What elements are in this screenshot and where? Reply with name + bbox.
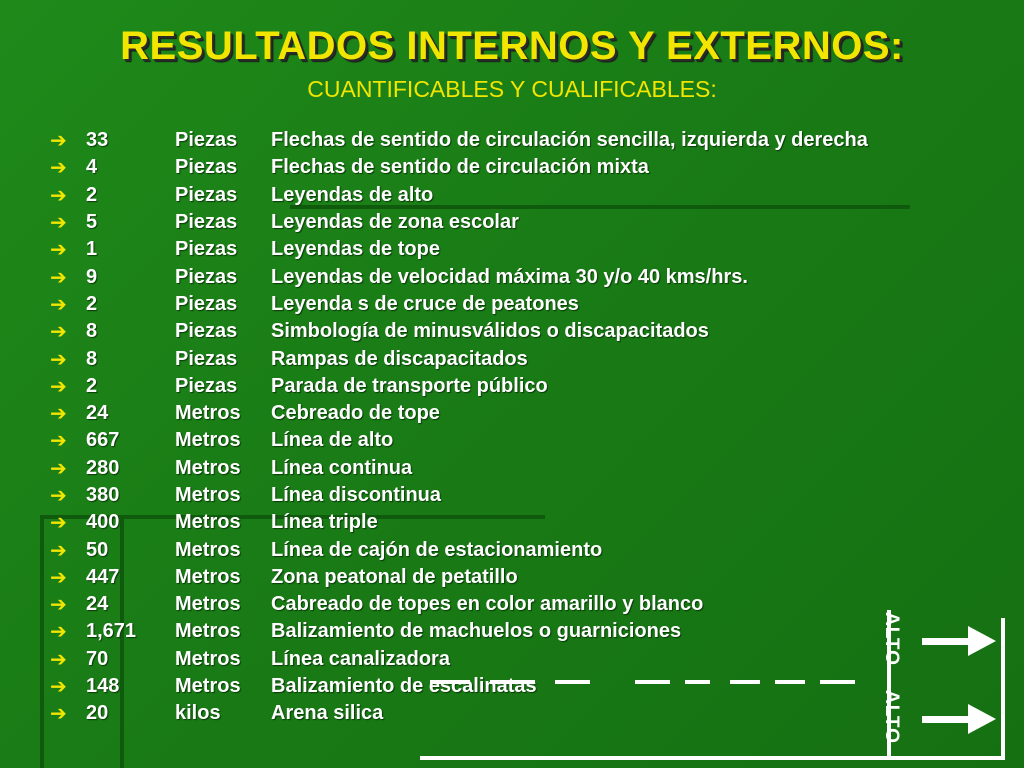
item-quantity: 4 bbox=[86, 156, 98, 179]
arrow-circle-right-icon: ➔ bbox=[50, 403, 67, 426]
arrow-circle-right-icon: ➔ bbox=[50, 703, 67, 726]
arrow-circle-right-icon: ➔ bbox=[50, 130, 67, 153]
item-description: Línea discontinua bbox=[271, 484, 442, 506]
item-quantity: 148 bbox=[86, 675, 120, 698]
item-unit: Metros bbox=[175, 620, 241, 643]
item-unit: Metros bbox=[175, 538, 241, 561]
item-unit: Metros bbox=[175, 565, 241, 588]
item-description: Rampas de discapacitados bbox=[271, 347, 528, 370]
item-quantity: 24 bbox=[86, 593, 109, 616]
item-quantity: 5 bbox=[86, 211, 98, 234]
list-item bbox=[50, 154, 868, 181]
arrow-circle-right-icon: ➔ bbox=[50, 485, 67, 507]
alto-label-top: ALTO bbox=[881, 612, 902, 666]
arrow-right-icon bbox=[922, 704, 996, 734]
item-unit: Piezas bbox=[175, 238, 238, 261]
item-quantity: 24 bbox=[86, 402, 109, 425]
list-item bbox=[50, 236, 868, 263]
item-quantity: 1 bbox=[86, 238, 98, 261]
item-unit: Piezas bbox=[175, 374, 238, 397]
item-description: Línea canalizadora bbox=[271, 647, 450, 670]
arrow-circle-right-icon: ➔ bbox=[50, 566, 67, 589]
list-item bbox=[50, 263, 868, 290]
item-unit: Metros bbox=[175, 675, 241, 698]
item-quantity: 2 bbox=[86, 183, 98, 206]
item-unit: Metros bbox=[175, 511, 241, 534]
arrow-circle-right-icon: ➔ bbox=[50, 539, 67, 562]
item-description: Flechas de sentido de circulación mixta bbox=[271, 156, 649, 179]
item-description: Leyendas de zona escolar bbox=[271, 211, 519, 234]
arrow-circle-right-icon: ➔ bbox=[50, 321, 67, 344]
arrow-circle-right-icon: ➔ bbox=[50, 512, 67, 535]
item-unit: Metros bbox=[175, 402, 241, 425]
item-unit: Piezas bbox=[175, 265, 238, 288]
slide-subtitle: CUANTIFICABLES Y CUALIFICABLES: bbox=[307, 76, 717, 102]
item-description: Línea de cajón de estacionamiento bbox=[271, 538, 603, 561]
item-description: Leyendas de alto bbox=[271, 183, 434, 206]
item-description: Línea triple bbox=[271, 511, 378, 534]
list-item bbox=[50, 127, 868, 154]
item-description: Leyenda s de cruce de peatones bbox=[271, 292, 579, 315]
item-quantity: 8 bbox=[86, 320, 98, 343]
item-quantity: 280 bbox=[86, 456, 120, 479]
item-unit: Piezas bbox=[175, 292, 238, 315]
item-description: Leyendas de velocidad máxima 30 y/o 40 kms/hrs. bbox=[271, 265, 748, 288]
item-unit: Metros bbox=[175, 456, 241, 479]
slide-title: RESULTADOS INTERNOS Y EXTERNOS: bbox=[120, 24, 904, 68]
item-unit: Piezas bbox=[175, 156, 238, 179]
item-unit: Metros bbox=[175, 429, 241, 452]
list-item bbox=[50, 536, 868, 563]
item-quantity: 8 bbox=[86, 347, 98, 370]
arrow-right-icon bbox=[922, 626, 996, 656]
arrow-circle-right-icon: ➔ bbox=[50, 594, 67, 617]
item-description: Balizamiento de machuelos o guarniciones bbox=[271, 620, 682, 643]
arrow-circle-right-icon: ➔ bbox=[50, 293, 67, 316]
item-quantity: 2 bbox=[86, 374, 98, 397]
arrow-circle-right-icon: ➔ bbox=[50, 648, 67, 671]
list-item bbox=[50, 455, 868, 482]
item-quantity: 447 bbox=[86, 565, 120, 588]
item-quantity: 1,671 bbox=[86, 620, 137, 643]
arrow-circle-right-icon: ➔ bbox=[50, 184, 67, 207]
background-decor-line bbox=[40, 515, 44, 768]
item-unit: Piezas bbox=[175, 183, 238, 206]
item-quantity: 33 bbox=[86, 129, 109, 152]
list-item bbox=[50, 209, 868, 236]
item-description: Línea continua bbox=[271, 456, 413, 479]
item-quantity: 667 bbox=[86, 429, 120, 452]
list-item bbox=[50, 291, 868, 318]
arrow-circle-right-icon: ➔ bbox=[50, 621, 67, 644]
item-unit: Metros bbox=[175, 647, 241, 670]
list-item bbox=[50, 345, 868, 372]
item-unit: Piezas bbox=[175, 347, 238, 370]
item-unit: kilos bbox=[175, 702, 221, 725]
arrow-circle-right-icon: ➔ bbox=[50, 348, 67, 371]
arrow-circle-right-icon: ➔ bbox=[50, 266, 67, 289]
item-description: Leyendas de tope bbox=[271, 238, 440, 261]
item-unit: Metros bbox=[175, 484, 241, 506]
item-unit: Piezas bbox=[175, 129, 238, 152]
item-description: Flechas de sentido de circulación sencilla, izquierda y derecha bbox=[271, 129, 868, 152]
item-unit: Metros bbox=[175, 593, 241, 616]
alto-label-bottom: ALTO bbox=[881, 690, 902, 744]
arrow-circle-right-icon: ➔ bbox=[50, 457, 67, 480]
item-quantity: 70 bbox=[86, 647, 109, 670]
item-description: Cabreado de topes en color amarillo y blanco bbox=[271, 593, 704, 616]
item-quantity: 400 bbox=[86, 511, 120, 534]
arrow-circle-right-icon: ➔ bbox=[50, 239, 67, 262]
list-item bbox=[50, 400, 868, 427]
list-item bbox=[50, 318, 868, 345]
item-unit: Piezas bbox=[175, 320, 238, 343]
item-quantity: 20 bbox=[86, 702, 109, 725]
list-item bbox=[50, 564, 868, 591]
item-quantity: 50 bbox=[86, 538, 109, 561]
arrow-circle-right-icon: ➔ bbox=[50, 676, 67, 699]
arrow-circle-right-icon: ➔ bbox=[50, 430, 67, 453]
item-quantity: 380 bbox=[86, 484, 120, 506]
item-description: Línea de alto bbox=[271, 429, 394, 452]
item-description: Zona peatonal de petatillo bbox=[271, 565, 518, 588]
arrow-circle-right-icon: ➔ bbox=[50, 212, 67, 235]
item-description: Balizamiento de escalinatas bbox=[271, 675, 537, 698]
list-item bbox=[50, 373, 868, 400]
arrow-circle-right-icon: ➔ bbox=[50, 375, 67, 398]
item-description: Parada de transporte público bbox=[271, 374, 548, 397]
item-description: Arena silica bbox=[271, 702, 384, 725]
item-quantity: 9 bbox=[86, 265, 98, 288]
list-item bbox=[50, 482, 868, 509]
item-description: Cebreado de tope bbox=[271, 402, 440, 425]
item-description: Simbología de minusválidos o discapacitados bbox=[271, 320, 709, 343]
list-item bbox=[50, 509, 868, 536]
item-unit: Piezas bbox=[175, 211, 238, 234]
road-marking-illustration bbox=[410, 600, 1024, 768]
list-item bbox=[50, 427, 868, 454]
item-quantity: 2 bbox=[86, 292, 98, 315]
arrow-circle-right-icon: ➔ bbox=[50, 157, 67, 180]
list-item bbox=[50, 182, 868, 209]
